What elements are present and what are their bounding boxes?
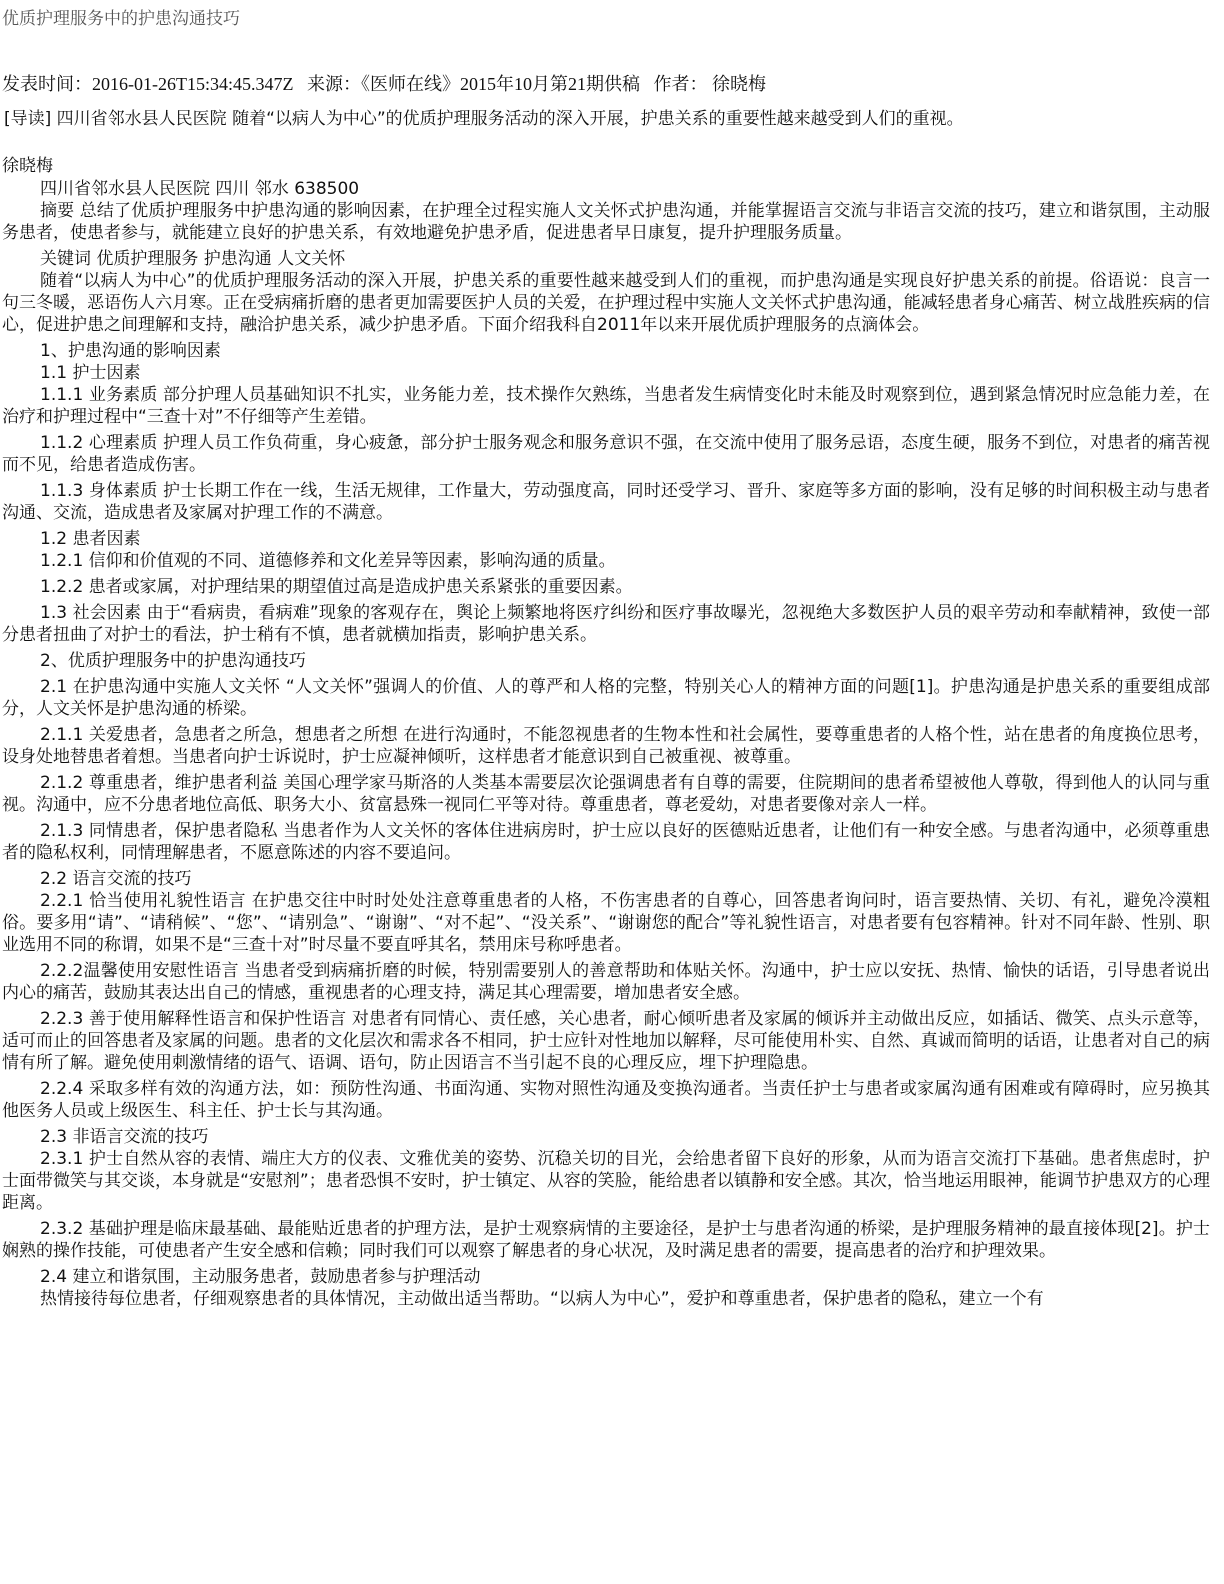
subsection-heading: 2.4 建立和谐氛围，主动服务患者，鼓励患者参与护理活动 (40, 1267, 481, 1287)
article-intro: [导读] 四川省邻水县人民医院 随着“以病人为中心”的优质护理服务活动的深入开展，护患关系的重要性越来越受到人们的重视。 (4, 109, 964, 129)
subsection-heading: 1.2 患者因素 (40, 529, 141, 549)
article-meta (2, 70, 766, 96)
abstract: 摘要 总结了优质护理服务中护患沟通的影响因素，在护理全过程实施人文关怀式护患沟通，并能掌握语言交流与非语言交流的技巧，建立和谐氛围，主动服务患者，使患者参与，就能建立良好的护患关系，有效地避免护患矛盾，促进患者早日康复，提升护理服务质量。 (2, 201, 1210, 243)
paragraph: 2.3.1 护士自然从容的表情、端庄大方的仪表、文雅优美的姿势、沉稳关切的目光，会给患者留下良好的形象，从而为语言交流打下基础。患者焦虑时，护士面带微笑与其交谈，本身就是“安慰剂”；患者恐惧不安时，护士镇定、从容的笑脸，能给患者以镇静和安全感。其次，恰当地运用眼神，能调节护患双方的心理距离。 (2, 1149, 1210, 1213)
keywords: 关键词 优质护理服务 护患沟通 人文关怀 (40, 249, 346, 269)
author-name: 徐晓梅 (2, 156, 53, 176)
section-heading: 1、护患沟通的影响因素 (40, 341, 221, 361)
paragraph: 2.1 在护患沟通中实施人文关怀 “人文关怀”强调人的价值、人的尊严和人格的完整，特别关心人的精神方面的问题[1]。护患沟通是护患关系的重要组成部分，人文关怀是护患沟通的桥梁。 (2, 677, 1210, 719)
section-heading: 2、优质护理服务中的护患沟通技巧 (40, 651, 306, 671)
subsection-heading: 1.1 护士因素 (40, 363, 141, 383)
affiliation: 四川省邻水县人民医院 四川 邻水 638500 (40, 179, 360, 199)
paragraph: 1.3 社会因素 由于“看病贵，看病难”现象的客观存在，舆论上频繁地将医疗纠纷和医疗事故曝光，忽视绝大多数医护人员的艰辛劳动和奉献精神，致使一部分患者扭曲了对护士的看法，护士稍有不慎，患者就横加指责，影响护患关系。 (2, 603, 1210, 645)
subsection-heading: 2.3 非语言交流的技巧 (40, 1127, 209, 1147)
paragraph: 1.1.2 心理素质 护理人员工作负荷重，身心疲惫，部分护士服务观念和服务意识不强，在交流中使用了服务忌语，态度生硬，服务不到位，对患者的痛苦视而不见，给患者造成伤害。 (2, 433, 1210, 475)
paragraph: 1.1.3 身体素质 护士长期工作在一线，生活无规律，工作量大，劳动强度高，同时还受学习、晋升、家庭等多方面的影响，没有足够的时间积极主动与患者沟通、交流，造成患者及家属对护理工作的不满意。 (2, 481, 1210, 523)
publish-time-label: 发表时间： (2, 74, 92, 94)
author-label: 作者： (653, 74, 708, 94)
paragraph: 1.2.2 患者或家属，对护理结果的期望值过高是造成护患关系紧张的重要因素。 (40, 577, 633, 597)
paragraph: 2.1.1 关爱患者，急患者之所急，想患者之所想 在进行沟通时，不能忽视患者的生物本性和社会属性，要尊重患者的人格个性，站在患者的角度换位思考，设身处地替患者着想。当患者向护士诉说时，护士应凝神倾听，这样患者才能意识到自己被重视、被尊重。 (2, 725, 1210, 767)
source-label: 来源： (306, 74, 361, 94)
paragraph: 2.2.4 采取多样有效的沟通方法，如：预防性沟通、书面沟通、实物对照性沟通及变换沟通者。当责任护士与患者或家属沟通有困难或有障碍时，应另换其他医务人员或上级医生、科主任、护士长与其沟通。 (2, 1079, 1210, 1121)
publish-time: 2016-01-26T15:34:45.347Z (92, 74, 294, 94)
author: 徐晓梅 (711, 74, 766, 94)
paragraph: 2.1.2 尊重患者，维护患者利益 美国心理学家马斯洛的人类基本需要层次论强调患者有自尊的需要，住院期间的患者希望被他人尊敬，得到他人的认同与重视。沟通中，应不分患者地位高低、职务大小、贫富悬殊一视同仁平等对待。尊重患者，尊老爱幼，对患者要像对亲人一样。 (2, 773, 1210, 815)
paragraph: 2.3.2 基础护理是临床最基础、最能贴近患者的护理方法，是护士观察病情的主要途径，是护士与患者沟通的桥梁，是护理服务精神的最直接体现[2]。护士娴熟的操作技能，可使患者产生安全感和信赖；同时我们可以观察了解患者的身心状况，及时满足患者的需要，提高患者的治疗和护理效果。 (2, 1219, 1210, 1261)
paragraph: 2.2.3 善于使用解释性语言和保护性语言 对患者有同情心、责任感，关心患者，耐心倾听患者及家属的倾诉并主动做出反应，如插话、微笑、点头示意等，适可而止的回答患者及家属的问题。患者的文化层次和需求各不相同，护士应针对性地加以解释，尽可能使用朴实、自然、真诚而简明的话语，让患者对自己的病情有所了解。避免使用刺激情绪的语气、语调、语句，防止因语言不当引起不良的心理反应，埋下护理隐患。 (2, 1009, 1210, 1073)
paragraph: 随着“以病人为中心”的优质护理服务活动的深入开展，护患关系的重要性越来越受到人们的重视，而护患沟通是实现良好护患关系的前提。俗语说：良言一句三冬暖，恶语伤人六月寒。正在受病痛折磨的患者更加需要医护人员的关爱，在护理过程中实施人文关怀式护患沟通，能减轻患者身心痛苦、树立战胜疾病的信心，促进护患之间理解和支持，融洽护患关系，减少护患矛盾。下面介绍我科自2011年以来开展优质护理服务的点滴体会。 (2, 271, 1210, 335)
paragraph: 1.2.1 信仰和价值观的不同、道德修养和文化差异等因素，影响沟通的质量。 (40, 551, 616, 571)
article-body (2, 178, 1210, 1310)
paragraph: 2.2.1 恰当使用礼貌性语言 在护患交往中时时处处注意尊重患者的人格，不伤害患者的自尊心，回答患者询问时，语言要热情、关切、有礼，避免冷漠粗俗。要多用“请”、“请稍候”、“您”、“请别急”、“谢谢”、“对不起”、“没关系”、“谢谢您的配合”等礼貌性语言，对患者要有包容精神。针对不同年龄、性别、职业选用不同的称谓，如果不是“三查十对”时尽量不要直呼其名，禁用床号称呼患者。 (2, 891, 1210, 955)
subsection-heading: 2.2 语言交流的技巧 (40, 869, 192, 889)
page-title: 优质护理服务中的护患沟通技巧 (2, 9, 240, 29)
paragraph: 2.1.3 同情患者，保护患者隐私 当患者作为人文关怀的客体住进病房时，护士应以良好的医德贴近患者，让他们有一种安全感。与患者沟通中，必须尊重患者的隐私权利，同情理解患者，不愿意陈述的内容不要追问。 (2, 821, 1210, 863)
paragraph: 1.1.1 业务素质 部分护理人员基础知识不扎实，业务能力差，技术操作欠熟练，当患者发生病情变化时未能及时观察到位，遇到紧急情况时应急能力差，在治疗和护理过程中“三查十对”不仔细等产生差错。 (2, 385, 1210, 427)
paragraph: 2.2.2温馨使用安慰性语言 当患者受到病痛折磨的时候，特别需要别人的善意帮助和体贴关怀。沟通中，护士应以安抚、热情、愉快的话语，引导患者说出内心的痛苦，鼓励其表达出自己的情感，重视患者的心理支持，满足其心理需要，增加患者安全感。 (2, 961, 1210, 1003)
source: 《医师在线》2015年10月第21期供稿 (360, 74, 640, 94)
paragraph: 热情接待每位患者，仔细观察患者的具体情况，主动做出适当帮助。“以病人为中心”，爱护和尊重患者，保护患者的隐私，建立一个有 (40, 1289, 1044, 1309)
